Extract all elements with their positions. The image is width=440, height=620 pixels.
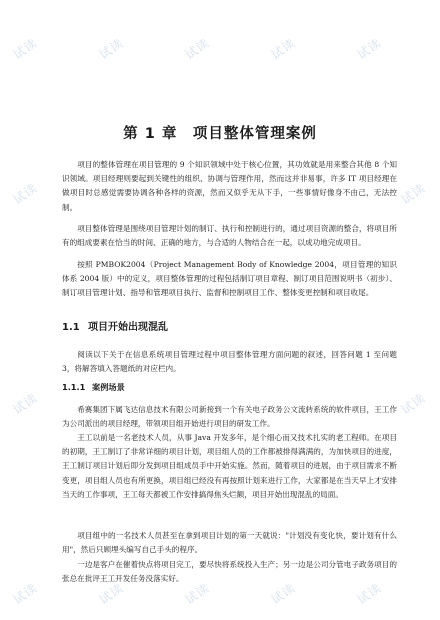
- intro-paragraph-3: 按照 PMBOK2004（Project Management Body of Knowledge 2004，项目管理的知识体系 2004 版）中的定义，项目整体管理的过程包括制订项目章程、制订项目范围说明书（初步）、制订项目管理计划、指导和管理项目执行、监督和控制项目工作、整体变更控制和项目收尾。: [62, 260, 397, 298]
- subsection-number: 1.1.1: [62, 382, 86, 392]
- watermark: 试读: [268, 580, 298, 608]
- watermark: 试读: [354, 35, 384, 63]
- intro-paragraph-1: 项目的整体管理在项目管理的 9 个知识领域中处于核心位置，其功效就是用来整合其他 8 个知识领域。项目经理则要起到关键性的组织、协调与管理作用，然而这并非易事，许多 IT 项目经理在做项目时总感觉需要协调各种各样的资源，然而又似乎无从下手，一些事情好像身不由己，无法控制。: [62, 160, 397, 212]
- watermark: 试读: [354, 580, 384, 608]
- chapter-title: 第 1 章 项目整体管理案例: [123, 126, 317, 142]
- watermark: 试读: [182, 580, 212, 608]
- watermark: 试读: [10, 390, 40, 418]
- subsection-heading: [62, 382, 125, 393]
- watermark: 试读: [398, 180, 428, 208]
- watermark: 试读: [10, 35, 40, 63]
- watermark: 试读: [182, 35, 212, 63]
- section-number: 1.1: [62, 322, 80, 333]
- case-paragraph-2: 王工以前是一名老技术人员，从事 Java 开发多年，是个细心而又技术扎实的老工程师。在项目的初期，王工制订了非常详细的项目计划，项目组人员的工作都被排得满满的，为加快项目的进度，王工制订项目计划后即分发到项目组成员手中开始实施。然而，随着项目的进展，由于项目需求不断变更，项目组人员也有所更换，项目组已经没有再按照计划来进行工作，大家都是在当天早上才安排当天的工作事项，王工每天都被工作安排搞得焦头烂额，项目开始出现混乱的局面。: [62, 433, 397, 499]
- watermark: 试读: [268, 35, 298, 63]
- case-paragraph-1: 希赛集团下属飞达信息技术有限公司新接到一个有关电子政务公文流转系统的软件项目，王工作为公司派出的项目经理，带领项目组开始进行项目的研发工作。: [62, 405, 397, 429]
- watermark: 试读: [10, 180, 40, 208]
- case-paragraph-3: 项目组中的一名技术人员甚至在拿到项目计划的第一天就说："计划没有变化快，要计划有什么用"，然后只顾埋头编写自己手头的程序。: [62, 531, 397, 555]
- section-title: 项目开始出现混乱: [88, 322, 168, 333]
- case-paragraph-4: 一边是客户在催着快点将项目完工，要尽快将系统投入生产；另一边是公司分管电子政务项目的张总在批评王工开发任务没落实好。: [62, 560, 397, 584]
- watermark: 试读: [96, 35, 126, 63]
- section-intro-paragraph: 阅读以下关于在信息系统项目管理过程中项目整体管理方面问题的叙述，回答问题 1 至问题 3，将解答填入答题纸的对应栏内。: [62, 350, 397, 374]
- watermark: 试读: [96, 580, 126, 608]
- watermark: 试读: [10, 580, 40, 608]
- intro-paragraph-2: 项目整体管理是围绕项目管理计划的制订、执行和控制进行的，通过项目资源的整合，将项目所有的组成要素在恰当的时间、正确的地方，与合适的人物结合在一起，以成功地完成项目。: [62, 224, 397, 248]
- watermark: 试读: [398, 390, 428, 418]
- subsection-title: 案例场景: [92, 382, 125, 392]
- section-heading: [62, 318, 168, 333]
